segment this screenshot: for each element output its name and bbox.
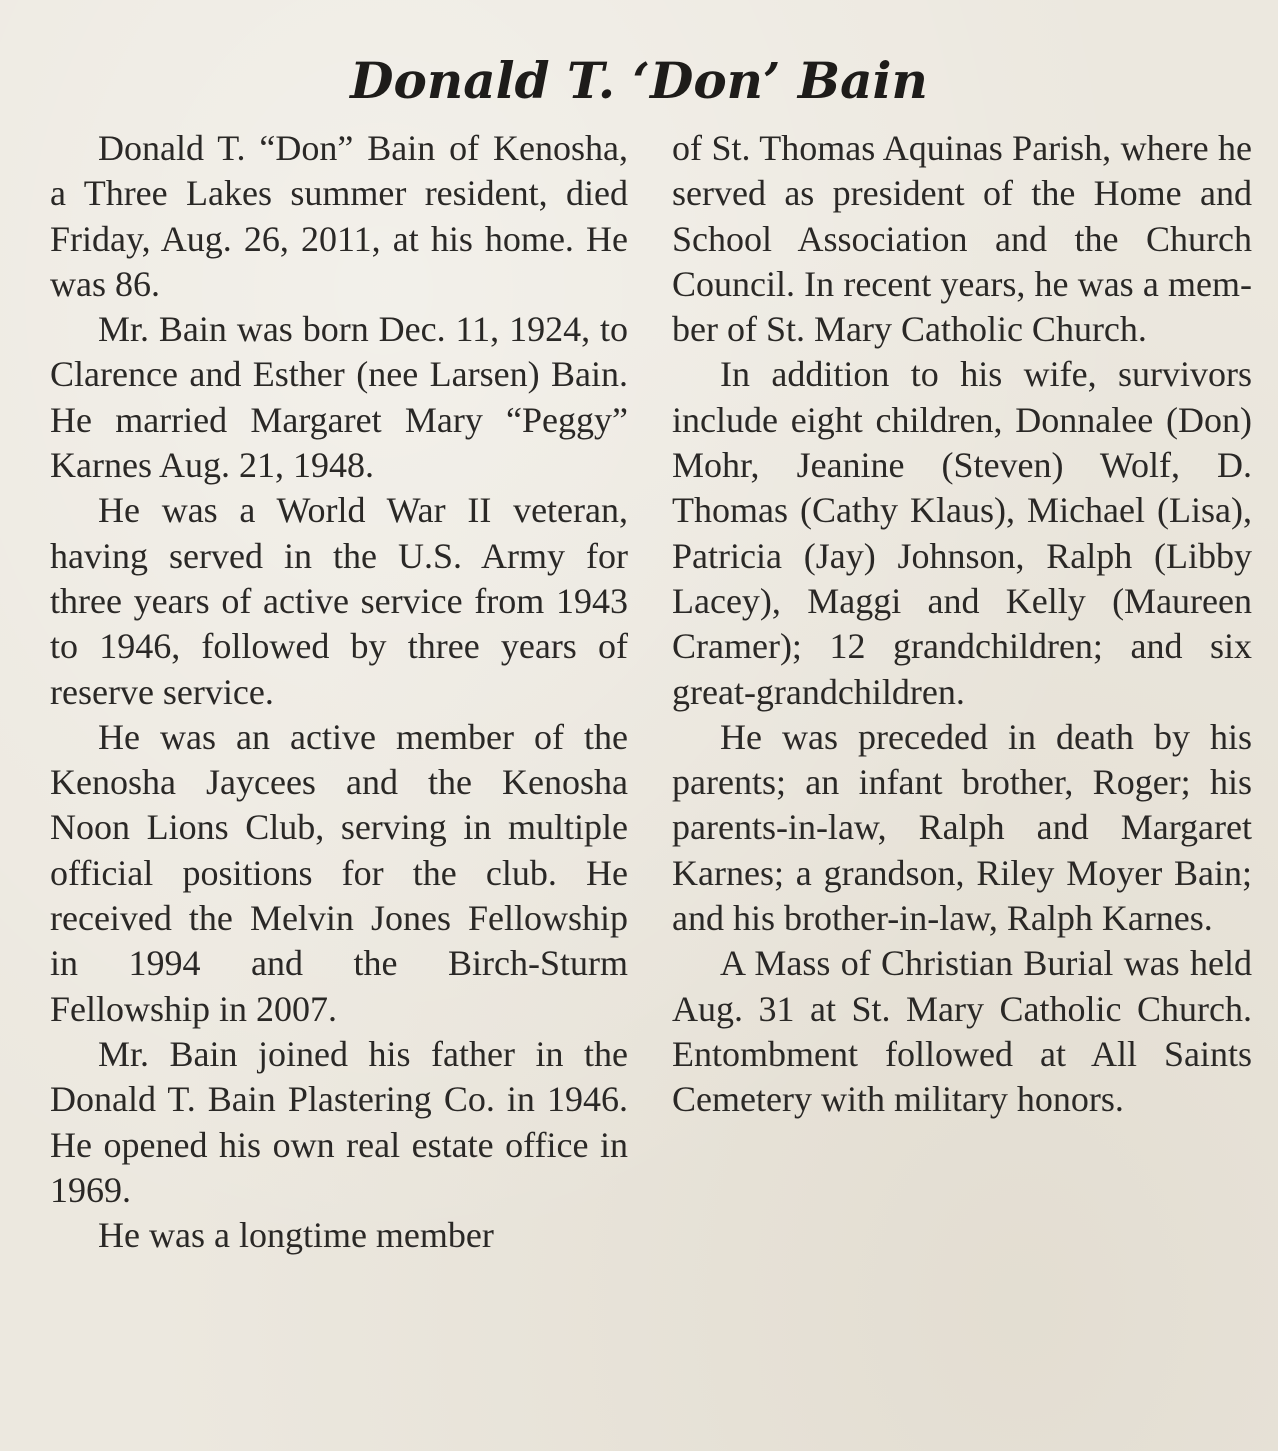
paragraph-preceded-in-death: He was preceded in death by his parents; an infant brother, Roger; his parents-in-law, Ralph and Margaret Karnes; a grandson, Riley Moyer Bain; and his brother-in-law, Ralph Karnes. [672, 716, 1252, 939]
paragraph-parish-start: He was a longtime member [98, 1215, 494, 1256]
left-column [50, 126, 628, 1258]
paragraph-burial: A Mass of Christian Burial was held Aug. 31 at St. Mary Catholic Church. Entombment followed at All Saints Cemetery with military honors. [672, 943, 1252, 1120]
paragraph-career: Mr. Bain joined his father in the Donald T. Bain Plastering Co. in 1946. He opened his own real estate office in 1969. [50, 1033, 628, 1210]
paragraph-parish-continued: of St. Thomas Aquinas Parish, where he served as president of the Home and School Association and the Church Council. In recent years, he was a member of St. Mary Catholic Church. [672, 128, 1252, 350]
paragraph-survivors: In addition to his wife, survivors include eight children, Donnalee (Don) Mohr, Jeanine (Steven) Wolf, D. Thomas (Cathy Klaus), Michael (Lisa), Patricia (Jay) Johnson, Ralph (Libby Lacey), Maggi and Kelly (Maureen Cramer); 12 grandchildren; and six great-grandchildren. [672, 354, 1252, 712]
paragraph-civic-clubs: He was an active member of the Kenosha Jaycees and the Kenosha Noon Lions Club, serving in multiple official positions for the club. He received the Melvin Jones Fellowship in 1994 and the Birch-Sturm Fellowship in 2007. [50, 716, 628, 1029]
paragraph-birth-marriage: Mr. Bain was born Dec. 11, 1924, to Clarence and Esther (nee Larsen) Bain. He married Margaret Mary “Peggy” Karnes Aug. 21, 1948. [50, 309, 628, 486]
obituary-headline: Donald T. ‘Don’ Bain [350, 50, 928, 110]
paragraph-military-service: He was a World War II veteran, having served in the U.S. Army for three years of active service from 1943 to 1946, followed by three years of reserve service. [50, 490, 628, 712]
paragraph-death-notice: Donald T. “Don” Bain of Kenosha, a Three Lakes summer resident, died Friday, Aug. 26, 2011, at his home. He was 86. [50, 128, 628, 304]
right-column [672, 126, 1252, 1123]
